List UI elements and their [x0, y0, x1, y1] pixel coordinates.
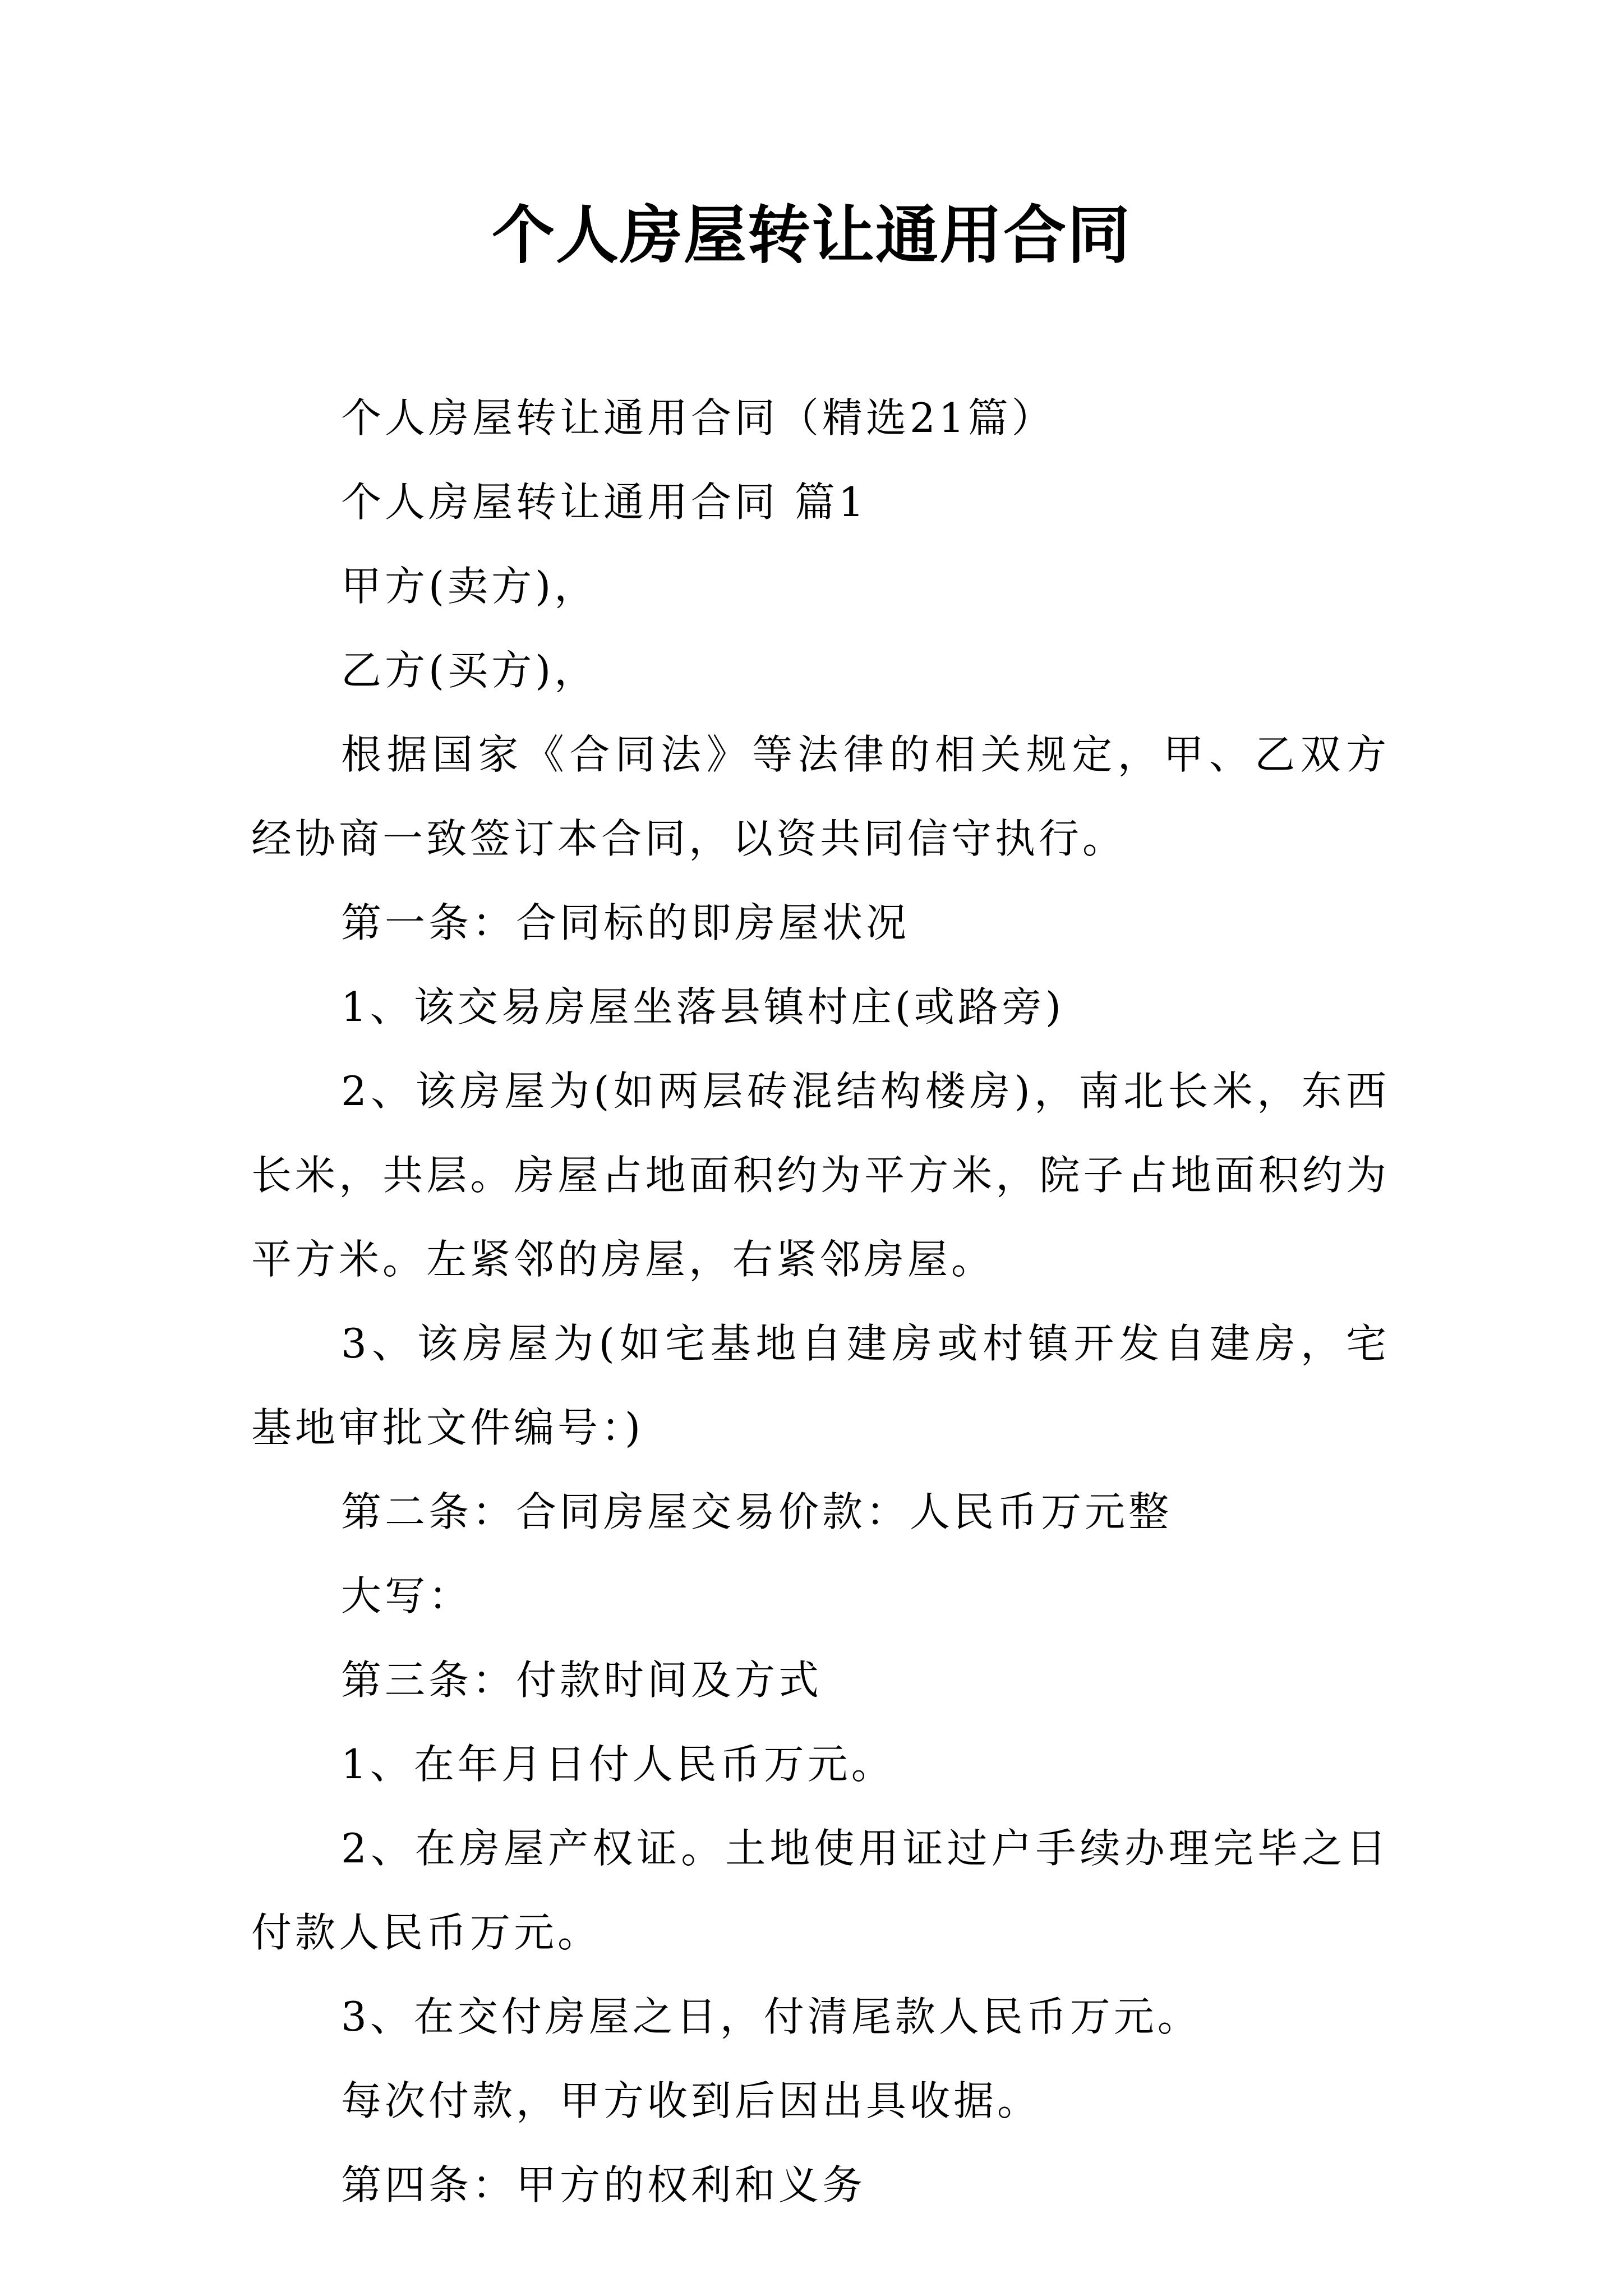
paragraph: 2、在房屋产权证。土地使用证过户手续办理完毕之日付款人民币万元。 [251, 1825, 1390, 1956]
paragraph: 第二条：合同房屋交易价款：人民币万元整 [341, 1488, 1173, 1535]
paragraph: 3、该房屋为(如宅基地自建房或村镇开发自建房，宅基地审批文件编号：) [251, 1320, 1390, 1451]
paragraph: 1、该交易房屋坐落县镇村庄(或路旁) [341, 983, 1064, 1030]
paragraph: 个人房屋转让通用合同 篇1 [341, 478, 868, 526]
paragraph: 3、在交付房屋之日，付清尾款人民币万元。 [341, 1993, 1201, 2040]
paragraph: 第四条：甲方的权利和义务 [341, 2161, 866, 2208]
paragraph: 1、在年月日付人民币万元。 [341, 1741, 895, 1788]
paragraph: 甲方(卖方)， [341, 563, 598, 610]
document-body [251, 376, 1390, 2227]
paragraph: 乙方(买方)， [341, 647, 598, 694]
paragraph: 根据国家《合同法》等法律的相关规定，甲、乙双方经协商一致签订本合同，以资共同信守执行。 [251, 731, 1390, 862]
paragraph: 第三条：付款时间及方式 [341, 1657, 823, 1704]
paragraph: 每次付款，甲方收到后因出具收据。 [341, 2077, 1041, 2124]
paragraph: 2、该房屋为(如两层砖混结构楼房)，南北长米，东西长米，共层。房屋占地面积约为平方米，院子占地面积约为平方米。左紧邻的房屋，右紧邻房屋。 [251, 1068, 1390, 1283]
paragraph: 大写： [341, 1572, 473, 1619]
document-title: 个人房屋转让通用合同 [492, 199, 1131, 272]
paragraph: 第一条：合同标的即房屋状况 [341, 899, 910, 946]
paragraph: 个人房屋转让通用合同（精选21篇） [341, 394, 1055, 441]
